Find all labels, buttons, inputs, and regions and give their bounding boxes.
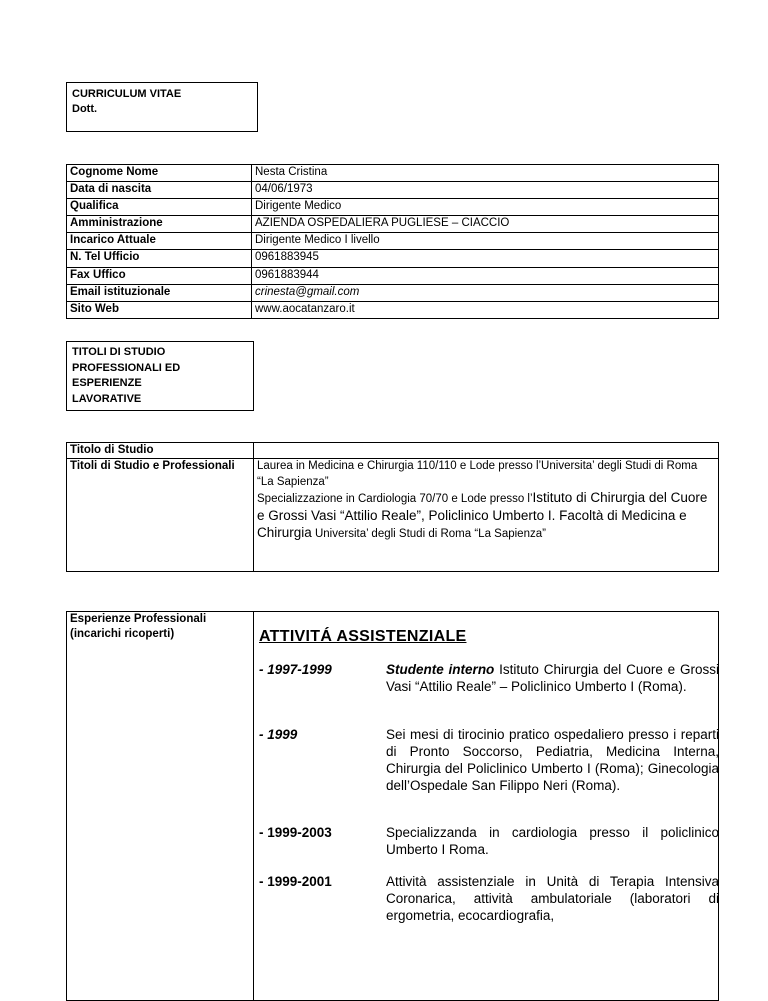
esperienze-label: Esperienze Professionali	[70, 613, 207, 625]
experience-desc: Specializzanda in cardiologia presso il policlinico Umberto I Roma.	[386, 825, 719, 857]
personal-value: 0961883945	[252, 250, 719, 267]
titoli-line-2: PROFESSIONALI ED	[72, 361, 181, 374]
personal-label: N. Tel Ufficio	[67, 250, 252, 267]
personal-value: Dirigente Medico	[252, 199, 719, 216]
experience-year: - 1999-2001	[259, 874, 332, 889]
personal-row	[67, 233, 719, 250]
personal-value: Nesta Cristina	[252, 165, 719, 182]
experience-year: - 1997-1999	[259, 662, 332, 677]
titoli-line-4: LAVORATIVE	[72, 392, 142, 405]
personal-value: 04/06/1973	[252, 182, 719, 199]
attivita-assistenziale-title: ATTIVITÁ ASSISTENZIALE	[259, 628, 467, 645]
personal-label: Incarico Attuale	[67, 233, 252, 250]
personal-row	[67, 284, 719, 301]
titoli-header-box	[66, 341, 254, 411]
personal-row	[67, 216, 719, 233]
personal-label: Email istituzionale	[67, 284, 252, 301]
incarichi-label: (incarichi ricoperti)	[70, 628, 175, 640]
personal-data-table	[66, 164, 719, 319]
cv-doctor-prefix: Dott.	[72, 103, 98, 115]
studio-table	[66, 442, 719, 572]
personal-value: crinesta@gmail.com	[252, 284, 719, 301]
personal-label: Fax Uffico	[67, 267, 252, 284]
experience-desc: Attività assistenziale in Unità di Terapia Intensiva Coronarica, attività ambulatoriale (laboratori di ergometria, ecocardiografia,	[386, 874, 719, 923]
personal-value: Dirigente Medico I livello	[252, 233, 719, 250]
personal-row	[67, 182, 719, 199]
titoli-line-3: ESPERIENZE	[72, 377, 142, 389]
experience-year: - 1999	[259, 727, 298, 742]
specializzazione-text: Specializzazione in Cardiologia 70/70 e Lode presso l’Istituto di Chirurgia del Cuore e Grossi Vasi “Attilio Reale”, Policlinico Umberto I. Facoltà di Medicina e Chirurgia Universita’ degli Studi di Roma “La Sapienza”	[257, 490, 708, 540]
personal-row	[67, 165, 719, 182]
personal-label: Cognome Nome	[67, 165, 252, 182]
experience-desc: Sei mesi di tirocinio pratico ospedaliero presso i reparti di Pronto Soccorso, Pediatria, Medicina Interna, Chirurgia del Policlinico Umberto I (Roma); Ginecologia dell’Ospedale San Filippo Neri (Roma).	[386, 727, 719, 793]
personal-label: Sito Web	[67, 301, 252, 318]
experience-year: - 1999-2003	[259, 825, 332, 840]
personal-row	[67, 250, 719, 267]
personal-row	[67, 199, 719, 216]
titolo-di-studio-value	[254, 443, 719, 459]
personal-value: AZIENDA OSPEDALIERA PUGLIESE – CIACCIO	[252, 216, 719, 233]
personal-row	[67, 301, 719, 318]
esperienze-label-cell	[67, 612, 254, 1001]
personal-label: Data di nascita	[67, 182, 252, 199]
cv-title: CURRICULUM VITAE	[72, 88, 182, 100]
personal-value: 0961883944	[252, 267, 719, 284]
personal-row	[67, 267, 719, 284]
cv-header-box	[66, 82, 258, 132]
personal-value: www.aocatanzaro.it	[252, 301, 719, 318]
experience-desc: Studente interno Istituto Chirurgia del Cuore e Grossi Vasi “Attilio Reale” – Policlinico Umberto I (Roma).	[386, 662, 720, 694]
titolo-di-studio-label: Titolo di Studio	[67, 443, 254, 459]
titoli-professionali-label: Titoli di Studio e Professionali	[67, 459, 254, 572]
titoli-professionali-value	[254, 459, 719, 572]
personal-label: Amministrazione	[67, 216, 252, 233]
titoli-line-1: TITOLI DI STUDIO	[72, 346, 166, 358]
laurea-text: Laurea in Medicina e Chirurgia 110/110 e Lode presso l’Universita’ degli Studi di Roma “La Sapienza”	[257, 460, 698, 488]
personal-label: Qualifica	[67, 199, 252, 216]
